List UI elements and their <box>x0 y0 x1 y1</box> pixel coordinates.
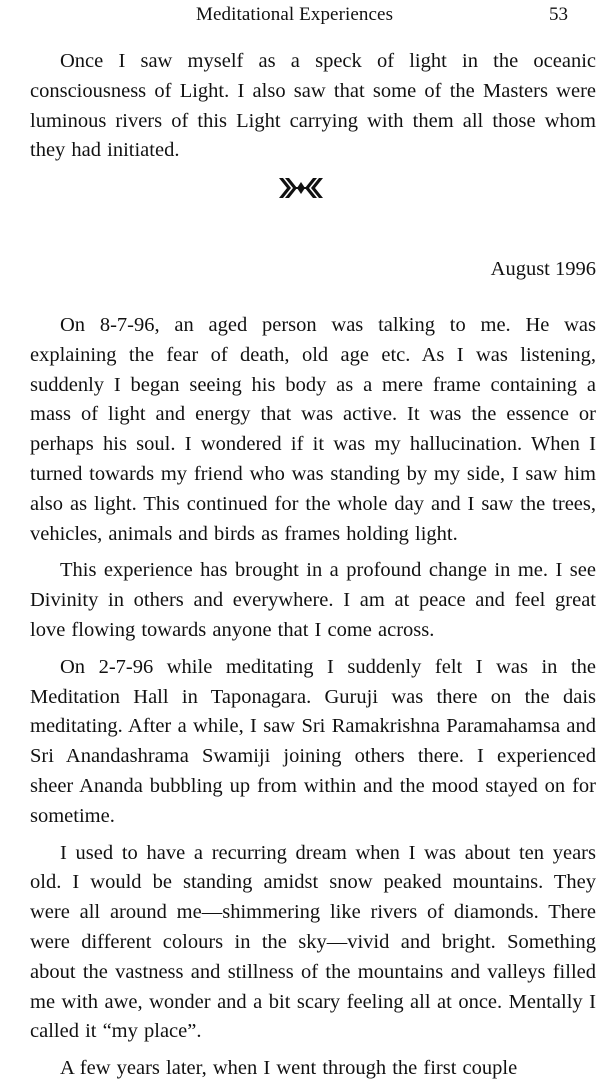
section-light-vision <box>30 47 596 166</box>
page-header <box>30 4 570 28</box>
page-number: 53 <box>549 4 568 25</box>
paragraph: A few years later, when I went through the first couple <box>60 1057 518 1080</box>
paragraph: This experience has brought in a profound change in me. I see Divinity in others and everywhere. I am at peace and feel great love flowing towards anyone that I come across. <box>30 559 596 641</box>
dateline: August 1996 <box>490 258 596 280</box>
fleuron-ornament-icon <box>277 175 325 201</box>
paragraph: I used to have a recurring dream when I was about ten years old. I would be standing amidst snow peaked mountains. They were all around me—shimmering like rivers of diamonds. There were different colours in the sky—vivid and bright. Something about the vastness and stillness of the mountains and valleys filled me with awe, wonder and a bit scary feeling all at once. Mentally I called it “my place”. <box>30 841 596 1043</box>
paragraph: On 2-7-96 while meditating I suddenly felt I was in the Meditation Hall in Taponagara. Guruji was there on the dais meditating. After a while, I saw Sri Ramakrishna Paramahamsa and Sri Anandashrama Swamiji joining others there. I experienced sheer Ananda bubbling up from within and the mood stayed on for sometime. <box>30 655 596 827</box>
paragraph: On 8-7-96, an aged person was talking to me. He was explaining the fear of death, old age etc. As I was listening, suddenly I began seeing his body as a mere frame containing a mass of light and energy that was active. It was the essence or perhaps his soul. I wondered if it was my hallucination. When I turned towards my friend who was standing by my side, I saw him also as light. This continued for the whole day and I saw the trees, vehicles, animals and birds as frames holding light. <box>30 314 596 545</box>
section-august-1996 <box>30 311 596 1084</box>
running-title: Meditational Experiences <box>196 4 394 25</box>
paragraph: Once I saw myself as a speck of light in the oceanic consciousness of Light. I also saw that some of the Masters were luminous rivers of this Light carrying with them all those whom they had initiated. <box>30 50 596 162</box>
